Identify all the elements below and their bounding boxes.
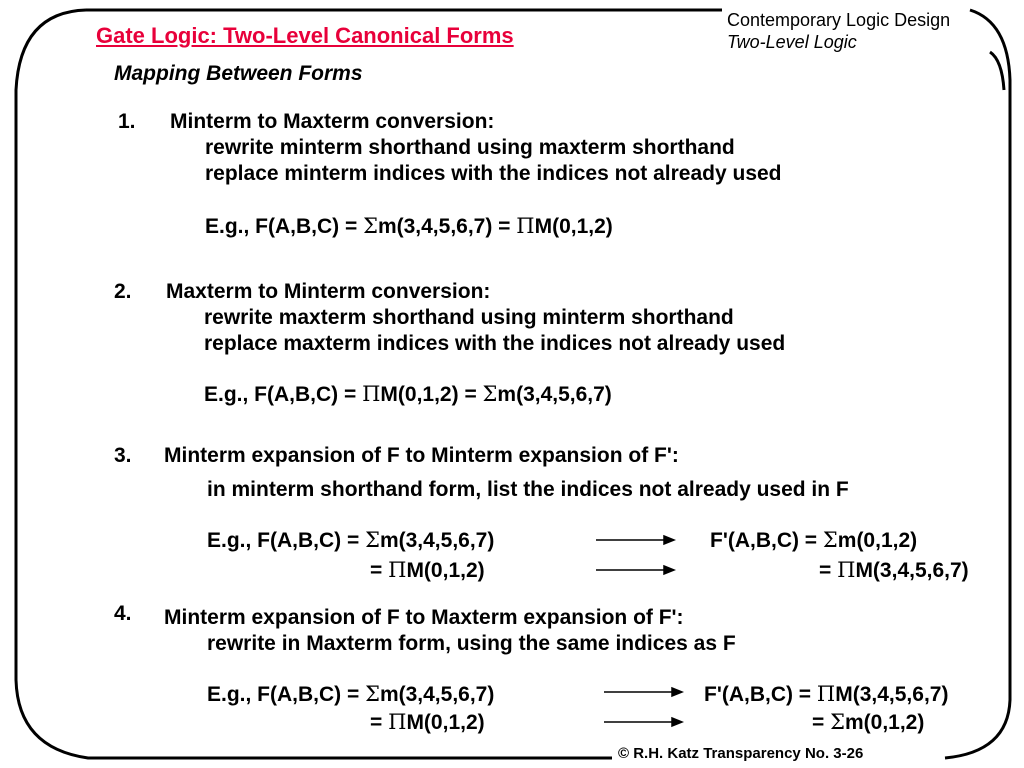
section-1-line-2: replace minterm indices with the indices not already used xyxy=(205,162,782,185)
section-2-line-1: rewrite maxterm shorthand using minterm shorthand xyxy=(204,306,734,329)
section-3-line-1: in minterm shorthand form, list the indices not already used in F xyxy=(207,478,849,501)
section-1-example: E.g., F(A,B,C) = Σm(3,4,5,6,7) = ΠM(0,1,2) xyxy=(205,214,613,238)
section-1-heading: Minterm to Maxterm conversion: xyxy=(170,110,495,133)
section-2-line-2: replace maxterm indices with the indices not already used xyxy=(204,332,786,355)
section-3-result-2: = ΠM(3,4,5,6,7) xyxy=(819,558,969,582)
section-3-number: 3. xyxy=(114,444,132,467)
section-2-number: 2. xyxy=(114,280,132,303)
section-4-example-1: E.g., F(A,B,C) = Σm(3,4,5,6,7) xyxy=(207,682,495,706)
section-2-heading: Maxterm to Minterm conversion: xyxy=(166,280,491,303)
section-3-result-1: F'(A,B,C) = Σm(0,1,2) xyxy=(710,528,918,552)
section-1-number: 1. xyxy=(118,110,136,133)
section-1-line-1: rewrite minterm shorthand using maxterm shorthand xyxy=(205,136,735,159)
slide-title: Gate Logic: Two-Level Canonical Forms xyxy=(96,23,514,48)
section-4-example-2: = ΠM(0,1,2) xyxy=(370,710,485,734)
section-3-example-1: E.g., F(A,B,C) = Σm(3,4,5,6,7) xyxy=(207,528,495,552)
section-4-number: 4. xyxy=(114,602,132,625)
arrows xyxy=(596,536,682,726)
chapter-title: Two-Level Logic xyxy=(727,32,857,52)
footer-copyright: © R.H. Katz Transparency No. 3-26 xyxy=(618,745,864,762)
section-4-heading: Minterm expansion of F to Maxterm expansion of F': xyxy=(164,606,684,629)
slide-subtitle: Mapping Between Forms xyxy=(114,62,363,85)
section-3-example-2: = ΠM(0,1,2) xyxy=(370,558,485,582)
section-2-example: E.g., F(A,B,C) = ΠM(0,1,2) = Σm(3,4,5,6,7) xyxy=(204,382,612,406)
section-4-result-1: F'(A,B,C) = ΠM(3,4,5,6,7) xyxy=(704,682,949,706)
section-4-result-2: = Σm(0,1,2) xyxy=(812,710,925,734)
section-4-line-1: rewrite in Maxterm form, using the same indices as F xyxy=(207,632,736,655)
section-3-heading: Minterm expansion of F to Minterm expansion of F': xyxy=(164,444,679,467)
course-title: Contemporary Logic Design xyxy=(727,10,951,30)
